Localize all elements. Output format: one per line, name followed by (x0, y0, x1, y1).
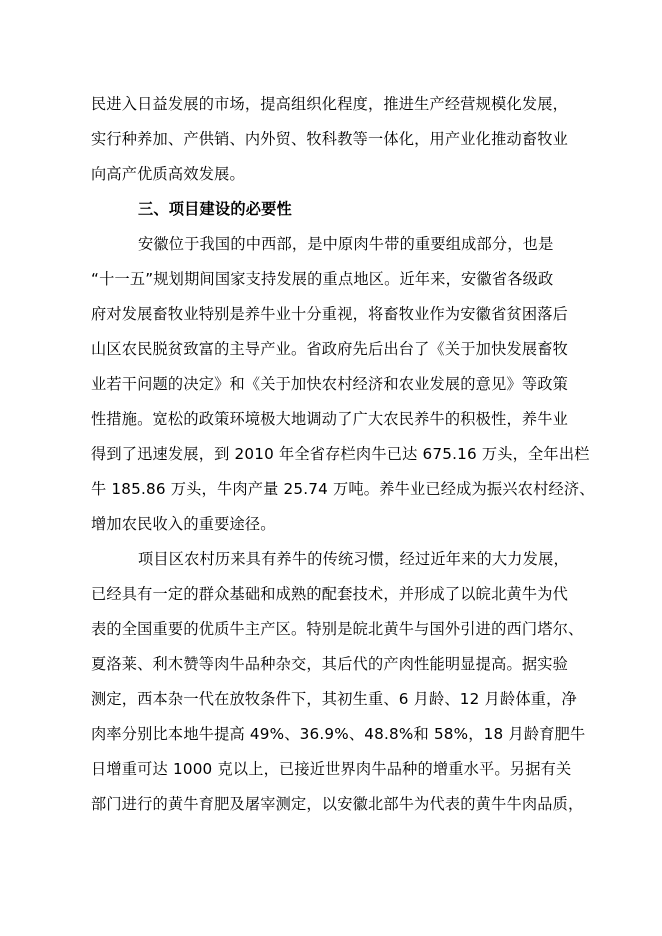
section-heading: 三、项目建设的必要性 (138, 200, 292, 218)
paragraph-2-line-6: 性措施。宽松的政策环境极大地调动了广大农民养牛的积极性，养牛业 (91, 410, 569, 428)
paragraph-3-line-3: 表的全国重要的优质牛主产区。特别是皖北黄牛与国外引进的西门塔尔、 (91, 620, 584, 638)
paragraph-1-line-1: 民进入日益发展的市场，提高组织化程度，推进生产经营规模化发展， (91, 95, 569, 113)
paragraph-3-line-8: 部门进行的黄牛育肥及屠宰测定，以安徽北部牛为代表的黄牛牛肉品质， (91, 795, 584, 813)
paragraph-3-line-4: 夏洛莱、利木赞等肉牛品种杂交，其后代的产肉性能明显提高。据实验 (91, 655, 569, 673)
paragraph-2-line-5: 业若干问题的决定》和《关于加快农村经济和农业发展的意见》等政策 (91, 375, 569, 393)
paragraph-2-line-8: 牛 185.86 万头，牛肉产量 25.74 万吨。养牛业已经成为振兴农村经济、 (91, 480, 595, 498)
paragraph-2-line-7: 得到了迅速发展，到 2010 年全省存栏肉牛已达 675.16 万头，全年出栏 (91, 445, 590, 463)
paragraph-2-line-2: “十一五”规划期间国家支持发展的重点地区。近年来，安徽省各级政 (91, 270, 554, 288)
paragraph-3-line-2: 已经具有一定的群众基础和成熟的配套技术，并形成了以皖北黄牛为代 (91, 585, 569, 603)
paragraph-1-line-3: 向高产优质高效发展。 (91, 165, 245, 183)
paragraph-1-line-2: 实行种养加、产供销、内外贸、牧科教等一体化，用产业化推动畜牧业 (91, 130, 569, 148)
paragraph-3-line-6: 肉率分别比本地牛提高 49%、36.9%、48.8%和 58%，18 月龄育肥牛 (91, 725, 586, 743)
paragraph-2-line-3: 府对发展畜牧业特别是养牛业十分重视，将畜牧业作为安徽省贫困落后 (91, 305, 569, 323)
paragraph-3-line-7: 日增重可达 1000 克以上，已接近世界肉牛品种的增重水平。另据有关 (91, 760, 572, 778)
paragraph-3-line-1: 项目区农村历来具有养牛的传统习惯，经过近年来的大力发展， (138, 550, 569, 568)
paragraph-2-line-1: 安徽位于我国的中西部，是中原肉牛带的重要组成部分，也是 (138, 235, 554, 253)
paragraph-3-line-5: 测定，西本杂一代在放牧条件下，其初生重、6 月龄、12 月龄体重，净 (91, 690, 577, 708)
paragraph-2-line-4: 山区农民脱贫致富的主导产业。省政府先后出台了《关于加快发展畜牧 (91, 340, 569, 358)
paragraph-2-line-9: 增加农民收入的重要途径。 (91, 515, 276, 533)
